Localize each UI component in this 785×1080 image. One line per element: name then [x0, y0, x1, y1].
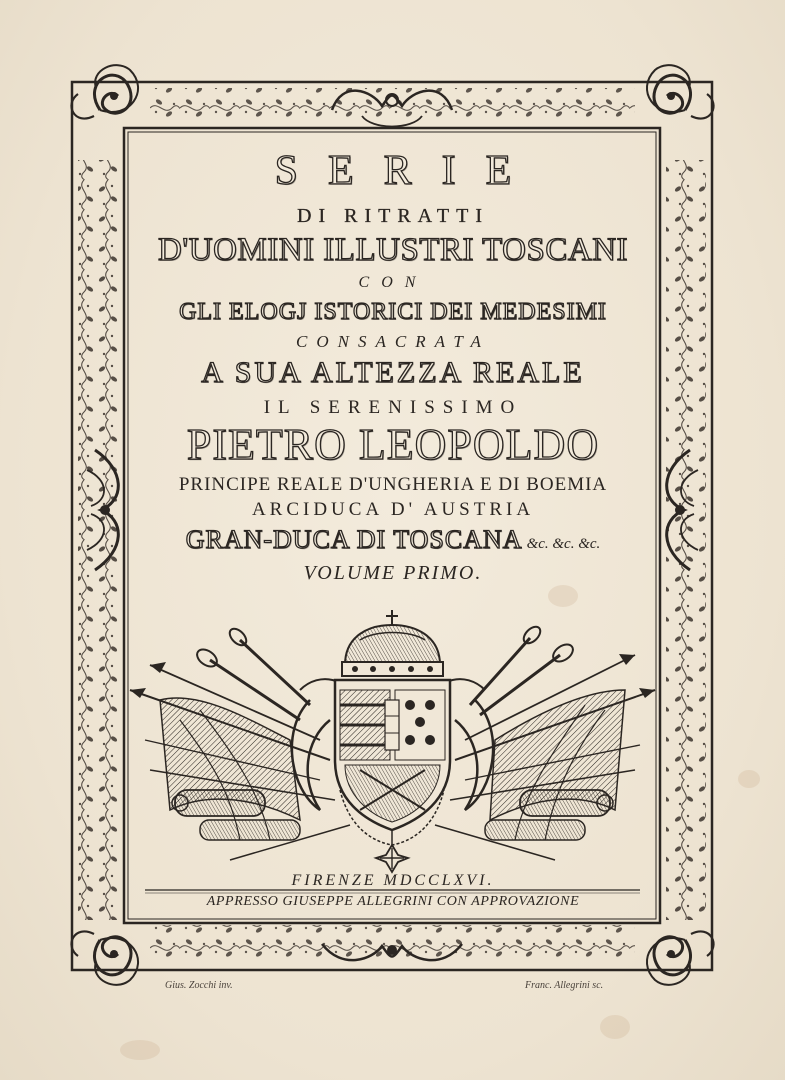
title-arciduca: ARCIDUCA D' AUSTRIA — [251, 499, 535, 520]
title-gran-duca — [128, 527, 658, 553]
imprint-publisher: APPRESSO GIUSEPPE ALLEGRINI CON APPROVAZIONE — [206, 894, 580, 909]
title-block — [128, 150, 658, 583]
coat-of-arms-vignette — [130, 610, 655, 872]
etc-text: &c. &c. &c. — [526, 536, 601, 552]
title-elogj: GLI ELOGJ ISTORICI DEI MEDESIMI — [179, 299, 607, 325]
title-principe: PRINCIPE REALE D'UNGHERIA E DI BOEMIA — [178, 474, 608, 495]
title-consacrata: CONSACRATA — [296, 332, 490, 351]
title-uomini-illustri: D'UOMINI ILLUSTRI TOSCANI — [157, 232, 629, 268]
credit-engraver: Franc. Allegrini sc. — [525, 980, 604, 991]
title-serenissimo: IL SERENISSIMO — [263, 397, 523, 418]
credit-designer: Gius. Zocchi inv. — [165, 980, 233, 991]
title-con: CON — [358, 274, 428, 291]
gran-duca-text: GRAN-DUCA DI TOSCANA — [185, 525, 523, 554]
title-altezza-reale: A SUA ALTEZZA REALE — [201, 356, 585, 389]
imprint-city-date: FIRENZE MDCCLXVI. — [291, 872, 495, 889]
title-di-ritratti: DI RITRATTI — [297, 205, 489, 227]
title-serie: SERIE — [274, 148, 542, 194]
title-pietro-leopoldo: PIETRO LEOPOLDO — [186, 420, 600, 469]
title-volume: VOLUME PRIMO. — [303, 562, 483, 584]
